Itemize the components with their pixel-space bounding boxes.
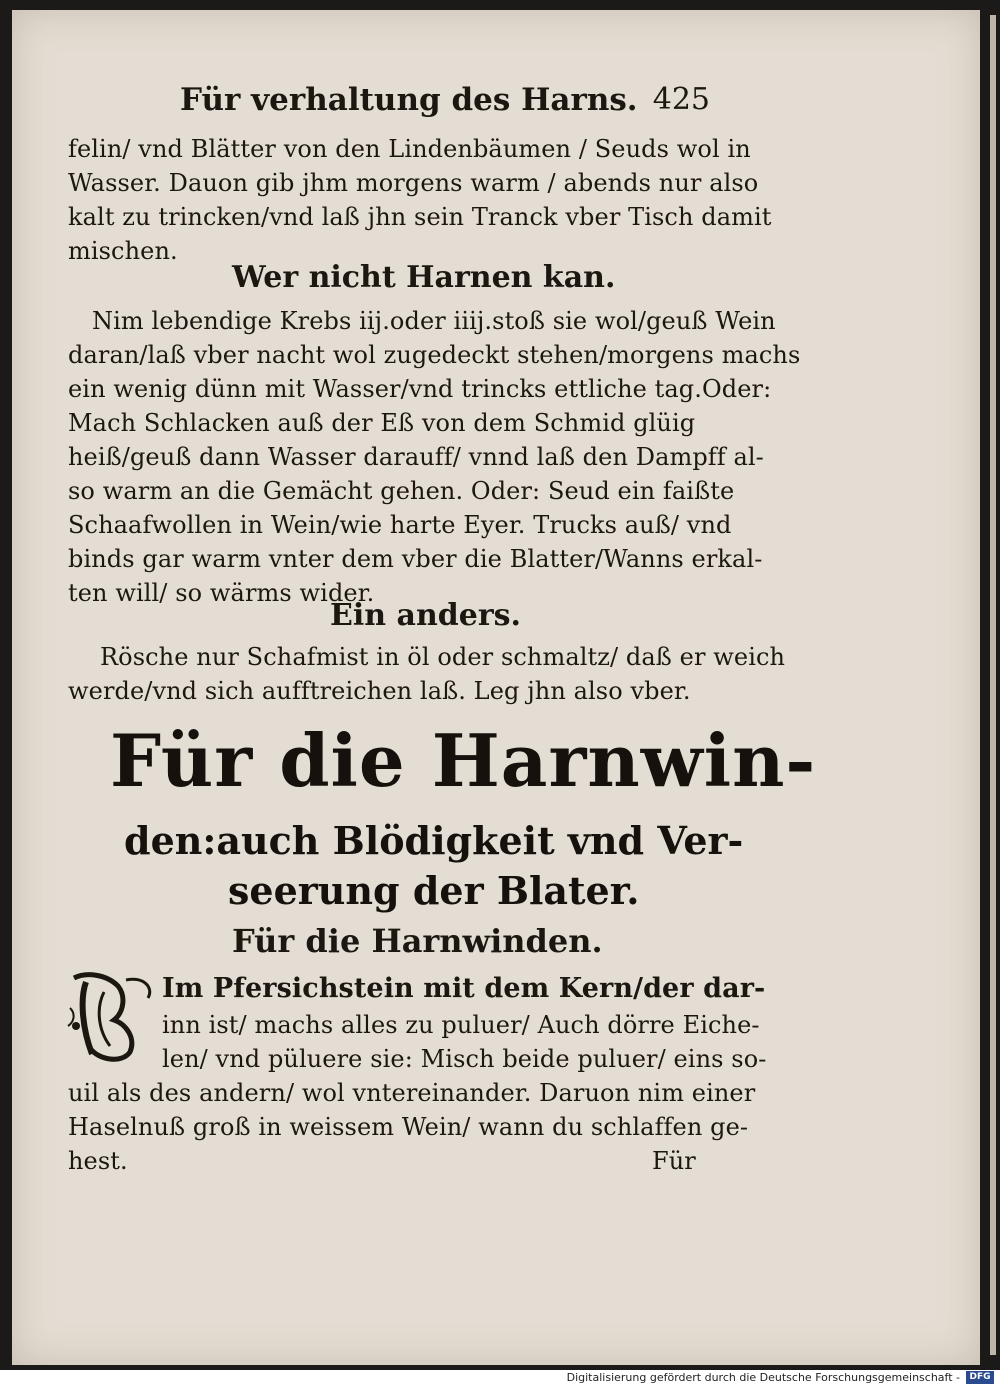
footer-credit: Digitalisierung gefördert durch die Deutsche Forschungsgemeinschaft - xyxy=(566,1371,960,1384)
text-line: uil als des andern/ wol vntereinander. Daruon nim einer xyxy=(68,1079,756,1107)
decorative-initial-icon xyxy=(66,968,158,1064)
text-line: werde/vnd sich aufftreichen laß. Leg jhn also vber. xyxy=(68,677,691,705)
text-line: so warm an die Gemächt gehen. Oder: Seud ein faißte xyxy=(68,477,735,505)
text-line: Mach Schlacken auß der Eß von dem Schmid glüig xyxy=(68,409,696,437)
text-line: Schaafwollen in Wein/wie harte Eyer. Trucks auß/ vnd xyxy=(68,511,732,539)
text-line: ein wenig dünn mit Wasser/vnd trincks ettliche tag.Oder: xyxy=(68,375,772,403)
page-header xyxy=(110,82,710,122)
text-line: Rösche nur Schafmist in öl oder schmaltz/ daß er weich xyxy=(100,643,786,671)
text-line: hest. xyxy=(68,1147,128,1175)
page-edge xyxy=(990,15,996,1355)
dfg-logo-icon: DFG xyxy=(966,1371,994,1384)
text-line: binds gar warm vnter dem vber die Blatter/Wanns erkal- xyxy=(68,545,763,573)
text-line: heiß/geuß dann Wasser darauff/ vnnd laß den Dampff al- xyxy=(68,443,764,471)
running-head: Für verhaltung des Harns. xyxy=(180,82,638,118)
page-number: 425 xyxy=(652,82,710,117)
section-heading: Ein anders. xyxy=(330,598,521,633)
text-line: Wasser. Dauon gib jhm morgens warm / abends nur also xyxy=(68,169,759,197)
text-line: ten will/ so wärms wider. xyxy=(68,579,375,607)
chapter-subtitle: den:auch Blödigkeit vnd Ver- xyxy=(124,818,744,863)
text-line: len/ vnd püluere sie: Misch beide puluer/ eins so- xyxy=(162,1045,767,1073)
text-line: felin/ vnd Blätter von den Lindenbäumen / Seuds wol in xyxy=(68,135,751,163)
text-line: mischen. xyxy=(68,237,178,265)
catchword: Für xyxy=(652,1147,696,1175)
text-line: inn ist/ machs alles zu puluer/ Auch dörre Eiche- xyxy=(162,1011,760,1039)
text-line: Im Pfersichstein mit dem Kern/der dar- xyxy=(162,973,766,1004)
text-line: kalt zu trincken/vnd laß jhn sein Tranck vber Tisch damit xyxy=(68,203,772,231)
section-heading: Wer nicht Harnen kan. xyxy=(232,260,616,295)
text-line: daran/laß vber nacht wol zugedeckt stehen/morgens machs xyxy=(68,341,801,369)
section-heading: Für die Harnwinden. xyxy=(232,922,603,960)
text-line: Haselnuß groß in weissem Wein/ wann du schlaffen ge- xyxy=(68,1113,749,1141)
chapter-title: Für die Harnwin- xyxy=(110,718,817,803)
text-line: Nim lebendige Krebs iij.oder iiij.stoß sie wol/geuß Wein xyxy=(92,307,776,335)
chapter-subtitle: seerung der Blater. xyxy=(228,868,640,913)
